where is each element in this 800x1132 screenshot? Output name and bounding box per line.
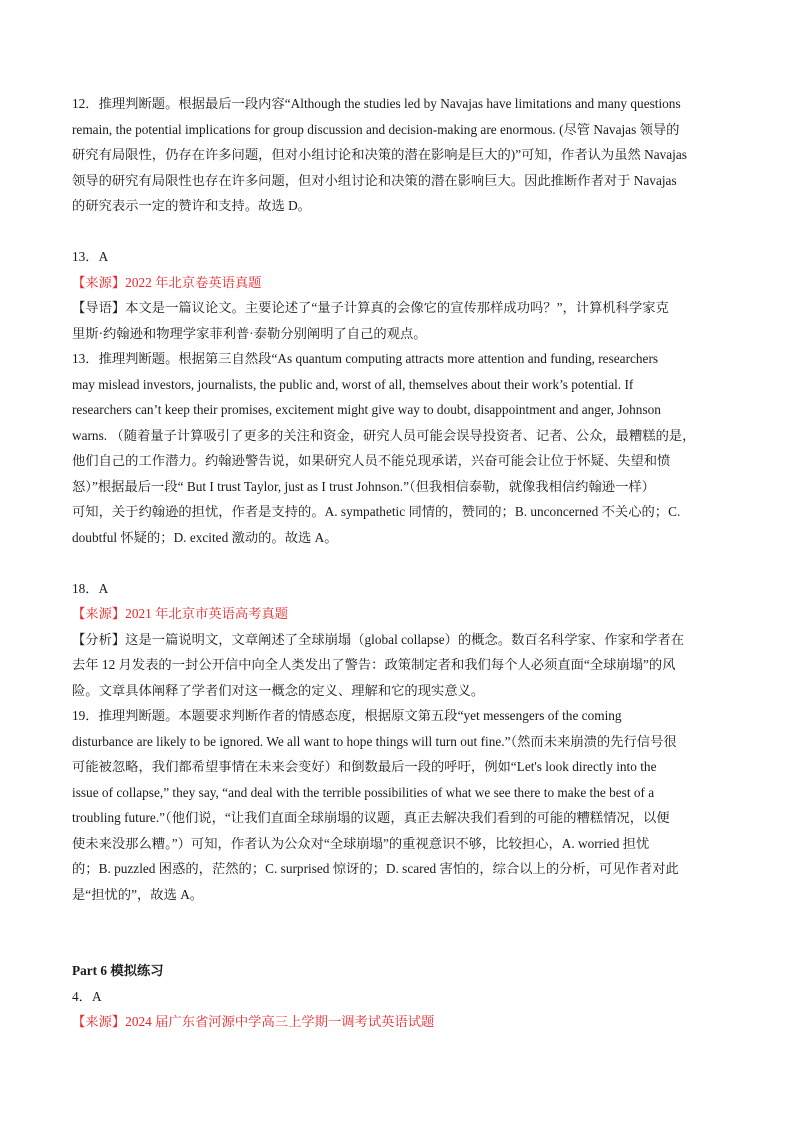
text-line: remain, the potential implications for group discussion and decision-making are enormous. (尽管 Navajas 领导的 bbox=[72, 121, 680, 137]
text-line: 的研究表示一定的赞许和支持。故选 D。 bbox=[72, 198, 311, 213]
section-18 bbox=[72, 576, 732, 908]
text-line: 领导的研究有局限性也存在许多问题，但对小组讨论和决策的潜在影响巨大。因此推断作者对于 Navajas bbox=[72, 172, 677, 188]
text-line: troubling future.”（他们说，“让我们直面全球崩塌的议题，真正去解决我们看到的可能的糟糕情况，以便 bbox=[72, 810, 670, 825]
text-line: 12．推理判断题。根据最后一段内容“Although the studies led by Navajas have limitations and many questions bbox=[72, 96, 681, 111]
text-line: 使未来没那么糟。”）可知，作者认为公众对“全球崩塌”的重视意识不够，比较担心，A. worried 担忧 bbox=[72, 835, 650, 851]
answer-4: 4．A bbox=[72, 988, 102, 1004]
text-line: 他们自己的工作潜力。约翰逊警告说，如果研究人员不能兑现承诺，兴奋可能会让位于怀疑、失望和愤 bbox=[72, 453, 671, 468]
source-18: 【来源】2021 年北京市英语高考真题 bbox=[72, 606, 289, 621]
q12-explanation bbox=[72, 91, 732, 219]
text-line: 的；B. puzzled 困惑的，茫然的；C. surprised 惊讶的；D. scared 害怕的，综合以上的分析，可见作者对此 bbox=[72, 861, 679, 876]
spacer bbox=[72, 907, 732, 933]
part-6-heading: Part 6 模拟练习 bbox=[72, 963, 164, 978]
text-line: researchers can’t keep their promises, excitement might give way to doubt, disappointment and anger, Johnson bbox=[72, 402, 661, 417]
answer-18: 18．A bbox=[72, 580, 109, 596]
spacer bbox=[72, 219, 732, 245]
text-line: disturbance are likely to be ignored. We all want to hope things will turn out fine.”（然而未来崩溃的先行信号很 bbox=[72, 733, 677, 749]
text-line: 里斯·约翰逊和物理学家菲利普·泰勒分别阐明了自己的观点。 bbox=[72, 325, 427, 341]
text-line: warns. （随着量子计算吸引了更多的关注和资金，研究人员可能会误导投资者、记者、公众，最糟糕的是， bbox=[72, 427, 696, 443]
source-4: 【来源】2024 届广东省河源中学高三上学期一调考试英语试题 bbox=[72, 1014, 435, 1029]
text-line: 研究有局限性，仍存在许多问题，但对小组讨论和决策的潜在影响是巨大的)”可知，作者认为虽然 Navajas bbox=[72, 147, 687, 162]
text-line: 可能被忽略，我们都希望事情在未来会变好）和倒数最后一段的呼吁，例如“Let's look directly into the bbox=[72, 759, 657, 774]
page-content bbox=[72, 91, 732, 1035]
text-line: may mislead investors, journalists, the public and, worst of all, themselves about their work’s potential. If bbox=[72, 376, 634, 392]
text-line: 可知，关于约翰逊的担忧，作者是支持的。A. sympathetic 同情的，赞同的；B. unconcerned 不关心的；C. bbox=[72, 504, 681, 519]
text-line: 去年 12 月发表的一封公开信中向全人类发出了警告：政策制定者和我们每个人必须直面“全球崩塌”的风 bbox=[72, 657, 676, 672]
text-line: doubtful 怀疑的；D. excited 激动的。故选 A。 bbox=[72, 529, 338, 545]
text-line: issue of collapse,” they say, “and deal with the terrible possibilities of what we see there to make the best of a bbox=[72, 784, 655, 800]
text-line: 是“担忧的”，故选 A。 bbox=[72, 886, 204, 902]
answer-13: 13．A bbox=[72, 249, 109, 264]
text-line: 【导语】本文是一篇议论文。主要论述了“量子计算真的会像它的宣传那样成功吗？”，计算机科学家克 bbox=[72, 300, 669, 315]
text-line: 怒）”根据最后一段“ But I trust Taylor, just as I trust Johnson.”（但我相信泰勒，就像我相信约翰逊一样） bbox=[72, 478, 655, 494]
text-line: 13．推理判断题。根据第三自然段“As quantum computing attracts more attention and funding, researchers bbox=[72, 351, 659, 366]
spacer bbox=[72, 550, 732, 576]
spacer bbox=[72, 933, 732, 959]
text-line: 险。文章具体阐释了学者们对这一概念的定义、理解和它的现实意义。 bbox=[72, 682, 485, 698]
source-13: 【来源】2022 年北京卷英语真题 bbox=[72, 274, 262, 290]
section-13 bbox=[72, 244, 732, 550]
part-6 bbox=[72, 958, 732, 1035]
text-line: 【分析】这是一篇说明文，文章阐述了全球崩塌（global collapse）的概念。数百名科学家、作家和学者在 bbox=[72, 631, 684, 647]
text-line: 19．推理判断题。本题要求判断作者的情感态度，根据原文第五段“yet messengers of the coming bbox=[72, 708, 622, 723]
